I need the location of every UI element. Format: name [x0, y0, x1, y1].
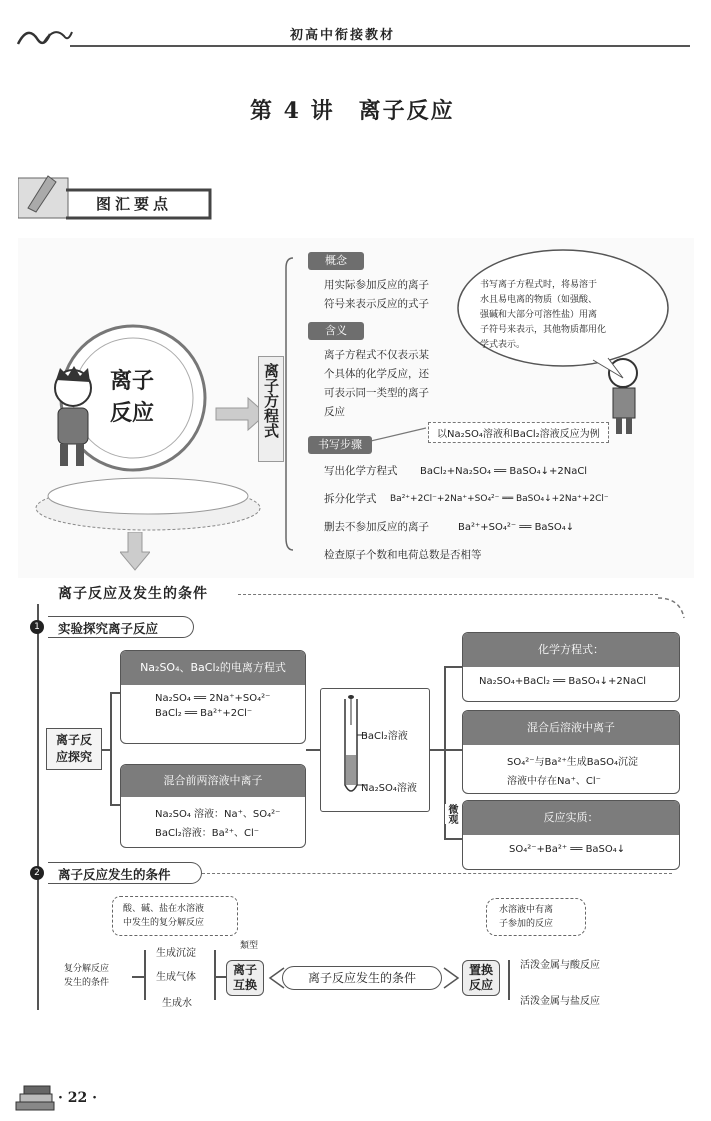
connector	[144, 950, 146, 1000]
concept-tag: 概念	[308, 252, 364, 270]
ionization-eq2: BaCl₂ ══ Ba²⁺+2Cl⁻	[155, 708, 253, 719]
swirl-logo-icon	[14, 20, 74, 50]
connector	[110, 692, 120, 694]
connector	[214, 950, 216, 1000]
arrow-right-icon	[442, 966, 462, 990]
step1-label: 写出化学方程式	[324, 465, 398, 477]
observe-label: 微观	[446, 804, 457, 824]
chem-eq: Na₂SO₄+BaCl₂ ══ BaSO₄↓+2NaCl	[479, 676, 647, 687]
page-title: 第 4 讲 离子反应	[250, 98, 455, 124]
book-title: 初高中衔接教材	[290, 28, 396, 43]
test-tube-box	[320, 688, 430, 812]
center-topic-line2: 反应	[110, 400, 155, 426]
connector	[214, 976, 226, 978]
postmix-box	[462, 710, 680, 794]
section-badge	[18, 168, 214, 224]
connector	[444, 749, 462, 751]
essence-box	[462, 800, 680, 870]
postmix-head: 混合后溶液中离子	[463, 711, 679, 745]
connector	[110, 692, 112, 804]
explore-label: 离子反 应探究	[46, 728, 102, 770]
double-left-label: 复分解反应 发生的条件	[64, 964, 110, 988]
ionization-eq1: Na₂SO₄ ══ 2Na⁺+SO₄²⁻	[155, 693, 271, 704]
type-tag: 類型	[240, 941, 259, 951]
page-number: · 22 ·	[58, 1090, 97, 1106]
double-opt2: 生成气体	[156, 972, 196, 983]
section-badge-label: 图汇要点	[96, 195, 173, 213]
essence-head: 反应实质：	[463, 801, 679, 835]
step1-equation: BaCl₂+Na₂SO₄ ══ BaSO₄↓+2NaCl	[420, 466, 588, 477]
replace-opt1: 活泼金属与酸反应	[520, 960, 600, 971]
step3-equation: Ba²⁺+SO₄²⁻ ══ BaSO₄↓	[458, 522, 575, 533]
connector	[110, 804, 120, 806]
double-decomp-note: 酸、碱、盐在水溶液 中发生的复分解反应	[112, 896, 238, 936]
steps-tag: 书写步骤	[308, 436, 372, 454]
step2-equation: Ba²⁺+2Cl⁻+2Na⁺+SO₄²⁻ ══ BaSO₄↓+2Na⁺+2Cl⁻	[390, 494, 609, 504]
ionization-head: Na₂SO₄、BaCl₂的电离方程式	[121, 651, 305, 685]
essence-eq: SO₄²⁻+Ba²⁺ ══ BaSO₄↓	[509, 844, 626, 855]
mindmap-panel	[18, 238, 694, 578]
book-stack-icon	[14, 1084, 58, 1114]
connector	[430, 749, 444, 751]
exchange-label: 离子 互换	[226, 960, 264, 996]
header-logo	[14, 20, 74, 50]
tube-bottom-label: Na₂SO₄溶液	[361, 783, 417, 794]
double-opt3: 生成水	[162, 998, 192, 1009]
tip-bubble-text: 书写离子方程式时，将易溶于 水且易电离的物质（如强酸、 强碱和大部分可溶性盐）用离 子符号来表示，其他物质都用化 学式表示。	[480, 280, 607, 350]
step4-label: 检查原子个数和电荷总数是否相等	[324, 549, 482, 561]
item2-rule	[202, 873, 672, 874]
connector	[306, 749, 320, 751]
ionization-box	[120, 650, 306, 744]
premix-line2: BaCl₂溶液：Ba²⁺、Cl⁻	[155, 828, 260, 839]
step3-label: 删去不参加反应的离子	[324, 521, 429, 533]
connector	[102, 749, 110, 751]
connector	[444, 666, 462, 668]
connector	[132, 976, 144, 978]
conditions-section-title: 离子反应及发生的条件	[58, 586, 208, 602]
meaning-tag: 含义	[308, 322, 364, 340]
concept-text: 用实际参加反应的离子 符号来表示反应的式子	[324, 279, 429, 310]
step2-label: 拆分化学式	[324, 493, 377, 505]
header-rule	[70, 45, 690, 47]
premix-head: 混合前两溶液中离子	[121, 765, 305, 797]
tube-top-label: BaCl₂溶液	[361, 731, 408, 742]
rule-corner-icon	[658, 596, 688, 620]
center-topic-line1: 离子	[110, 368, 155, 394]
double-opt1: 生成沉淀	[156, 948, 196, 959]
down-arrow-icon	[120, 532, 150, 572]
item2-label-box: 离子反应发生的条件	[48, 862, 202, 884]
postmix-line1: SO₄²⁻与Ba²⁺生成BaSO₄沉淀	[507, 757, 639, 768]
arrow-left-icon	[266, 966, 286, 990]
example-note: 以Na₂SO₄溶液和BaCl₂溶液反应为例	[428, 422, 609, 443]
replace-opt2: 活泼金属与盐反应	[520, 996, 600, 1007]
item1-label-box: 实验探究离子反应	[48, 616, 194, 638]
replace-label: 置换 反应	[462, 960, 500, 996]
chem-eq-head: 化学方程式：	[463, 633, 679, 667]
premix-line1: Na₂SO₄ 溶液：Na⁺、SO₄²⁻	[155, 809, 281, 820]
replace-note: 水溶液中有离 子参加的反应	[486, 898, 586, 936]
meaning-text: 离子方程式不仅表示某 个具体的化学反应，还 可表示同一类型的离子 反应	[324, 349, 429, 418]
branch-label-ionic-equation: 离子方程式	[258, 356, 284, 462]
section-title-rule	[238, 594, 658, 595]
conditions-center-pill: 离子反应发生的条件	[282, 966, 442, 990]
item2-number: 2	[30, 866, 44, 880]
item1-number: 1	[30, 620, 44, 634]
connector	[444, 838, 462, 840]
chem-equation-box	[462, 632, 680, 702]
connector	[508, 960, 510, 1000]
postmix-line2: 溶液中存在Na⁺、Cl⁻	[507, 776, 601, 787]
premix-box	[120, 764, 306, 848]
left-timeline	[37, 604, 39, 1010]
